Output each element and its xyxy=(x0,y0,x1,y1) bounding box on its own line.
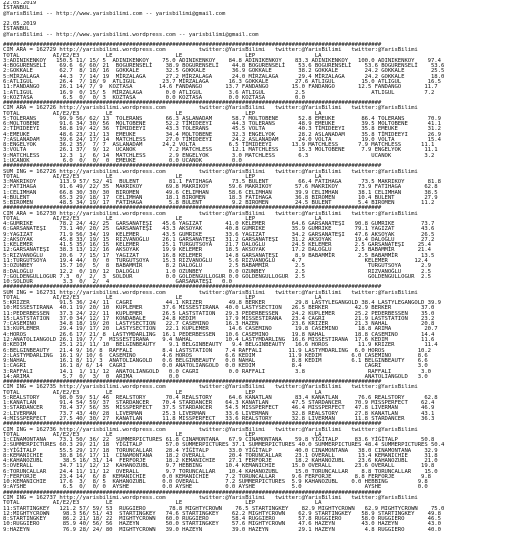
text-line: 2:AKSOYAK 45.8 33/ 19/ 15 RIZVANOĞLU 26.1 GARSANATEŞI 31.2 GARSANATEŞI 31.2 AKSOYAK 19.4 DALOĞLU 27.2 xyxy=(3,236,435,243)
text-line: 11:FANDANGO 26.1 14/ 7/ 9 KOZTASA 14.6 FANDANGO 13.7 FANDANGO 15.0 FANDANGO 12.5 FANDANGO 11.7 xyxy=(3,84,438,91)
text-line: ################################################################################################################## xyxy=(3,163,382,170)
text-line: CIM ARA = 162730 http://yarisbilimi.wordpress.com twitter:@YarisBilimi twitter:@YarisBilimi twitter:@YarisBilimi xyxy=(3,210,418,217)
text-line: 5:MİRZALAGA 44.3 7/ 14/ 19 MİRZALAGA 27.2 MİRZALAGA 24.0 MİRZALAGA 29.4 MİRZALAGA 24.2 GOKKALE 18.0 xyxy=(3,73,445,80)
text-line: 10:KEMANICHIE 17.6 3/ 8/ 5 KAHANOZUBL 0.0 OVERALL 7.2 SUMMERPICTURES 5.9 KAHANOZUBL 0.0 HEBBING 9.8 xyxy=(3,479,428,486)
text-line: 3:MAKRIKOY 113.9 57/ 52/ 41 BULENT 81.1 FATIHAGA 73.5 BULENT 66.4 FATIHAGA 73.5 MAKRIKOY 81.8 xyxy=(3,179,441,186)
text-line: 5:TOLERANS 99.9 56/ 62/ 13 TOLERANS 66.3 ASLANADAM 58.7 MOLTOBENE 52.8 EMEUKE 86.4 TOLERANS 70.9 xyxy=(3,115,441,122)
text-line: 9:NAHAL 16.1 8/ 11/ 3 ANATOLIANGOLD 0.6 BELGINBEAUTY 0.0 NAHAL 8.8 KEDIM 6.1 BELGINBEAUTY 6.6 xyxy=(3,358,428,365)
text-line: SUM ING = 162731 http://yarisbilimi.wordpress.com twitter:@YarisBilimi twitter:@YarisBilimi twitter:@YarisBilimi xyxy=(3,289,418,296)
text-line: 11:STARTINGKEY 121.2 57/ 59/ 53 RUGGIERO 78.8 MIGHTYCROWN 76.5 STARTINGKEY 82.9 MIGHTYCROWN 62.9 MIGHTYCROWN 75.0 xyxy=(3,505,445,512)
text-line: 1:KELEMER 41.5 35/ 16/ 15 KELEMER 25.1 TURGUTSOYA 21.7 DALOĞLU 24.5 KELEMER 2.5 GARSANATEŞI 25.4 xyxy=(3,242,431,249)
race-prediction-printout xyxy=(3,1,523,549)
text-line: 4:HOROS 26.6 17/ 21/ 8 LASTYMDARLING 16.1 PEDERBESSEN 10.6 CASEMINO 19.8 NAHAL 18.8 CASEMINO 14.4 xyxy=(3,331,435,338)
text-line: 6:GARSANATEŞI 73.1 40/ 20/ 25 GARSANATEŞI 43.3 AKSOYAK 40.8 GUMRIKE 35.9 GUMRIKE 79.1 YAGIZAT 43.6 xyxy=(3,226,435,233)
text-line: CIM ING = 162737 http://yarisbilimi.wordpress.com twitter:@YarisBilimi twitter:@YarisBilimi twitter:@YarisBilimi xyxy=(3,494,418,501)
text-line: 3:STARDANCER 78.4 37/ 56/ 35 MISSPERFECT 37.5 STARDANCER 54.5 MISSPERFECT 46.4 MISSPERFECT 47.8 LIVERMAN 46.9 xyxy=(3,405,435,412)
text-line: 4:MISSPERFECT 27.5 40/ 30/ 27 KANATLAN 11.8 MISSPERFECT 33.6 REALSTORY 32.8 LIVERMAN 11.8 STARDANCER 36.3 xyxy=(3,415,435,422)
text-line: 8:KEDIM 25.1 21/ 11/ 10 BELGINBEAUTY 9.1 BELGINBEAUTY 9.4 BELGINBEAUTY 16.6 HOROS 11.9 KRIZER 11.4 xyxy=(3,342,438,349)
text-line: 6:ATLIGUL 26.4 7/ 18/ 9 ATLIGUL 23.7 MİRZALAGA 16.3 GOKKALE 27.6 ATLIGUL 15.0 ATLIGUL 16.5 xyxy=(3,78,441,85)
text-line: ################################################################################################################## xyxy=(3,379,382,386)
text-line: 9:HAZEYN 76.9 28/ 24/ 80 MIGHTYCROWN 39.0 HAZEYN 39.0 HAZEYN 29.1 HAZEYN 4.8 RUGGIERO 40.0 xyxy=(3,526,441,533)
text-line: CIM ING = 162736 http://yarisbilimi.wordpress.com twitter:@YarisBilimi twitter:@YarisBilimi twitter:@YarisBilimi xyxy=(3,426,418,433)
text-line: TOTAL AI/E2/E3 LE LE LEP LA xyxy=(3,500,322,507)
text-line: 8:DALOĞLU 12.2 0/ 10/ 12 DALOĞLU 1.0 OZUNBEY 0.0 OZUNBEY 2.5 RIZVANOĞLU 2.5 xyxy=(3,268,431,275)
text-line: @YarisBilimi -- http://www.yarisbilimi.wordpress.com -- yarisbilimi@gmail.com xyxy=(3,31,259,38)
text-line: 12:ANATOLIANGOLD 26.1 19/ 7/ 7 MISSESTIRANA 9.4 NAHAL 10.4 LASTYMDARLING 16.6 MISSESTIRANA 17.6 KEDIM 11.6 xyxy=(3,337,435,343)
text-line: 4:BULENT 65.3 29/ 18/ 17 CELIMHAN 18.1 BIROMEN 18.3 FATIHAGA 36.8 BIROMEN 10.4 BULENT 27.9 xyxy=(3,194,438,201)
text-line: 1:KANATLAN 91.4 54/ 59/ 37 STARDANCER 70.4 STARDANCER 64.3 KANATLAN 47.5 STARDANCER 70.9 MISSPERFECT 62.4 xyxy=(3,400,435,407)
text-line: 4:KAHANOZUBL 38.5 16/ 31/ 14 FERFORJE 18.2 KEMANICHIE 27.1 FERFORJE 18.2 KAHANOZUBL 23.6 KAHANOZUBL 21.0 xyxy=(3,458,438,465)
text-line: ################################################################################################################## xyxy=(3,100,382,107)
text-line: 11:TURGUTSOYA 19.4 44/ 0/ 0 TURGUTSOYA 15.3 RIZVANOĞLU 5.6 RIZVANOĞLU 4.7 KELEMER 12.4 xyxy=(3,258,428,265)
text-line: 6:BELGINBEAUTY 21.4 9/ 16/ 8 RAFFALI 8.4 LASTSTATION 7.4 RAFFALI 11.9 LASTYMDARLING 6.0 HOROS 10.2 xyxy=(3,347,431,354)
text-line: İSTANBUL xyxy=(3,26,30,33)
text-line: 2:SUMMERPICTURES 60.3 29/ 21/ 18 YİĞİTALP 57.0 SUMMERPICTURES 37.1 SUMMERPICTURES 40.0 SUMMERPICTURES 48.4 SUMMERPICTURES 50.4 xyxy=(3,442,445,449)
text-line: 10:SOLDUR 3.3 0/ 2/ 4 GARSANATEŞI 0.0 xyxy=(3,279,232,286)
text-line: 1:CELIMHAN 66.8 30/ 30/ 30 BIROMEN 49.6 CELIMHAN 58.6 CELIMHAN 39.9 CELIMHAN 38.1 CELIMHAN 38.5 xyxy=(3,189,438,196)
text-line: CIM ARA = 162726 http://yarisbilimi.wordpress.com twitter:@YarisBilimi twitter:@YarisBilimi twitter:@YarisBilimi xyxy=(3,105,418,112)
text-line: 13:KUPLEMER 29.4 19/ 17/ 20 LASTYSECTION 22.1 KUPLEMER 14.6 CASEMINO 19.8 CASEMINO 18.8 ARIMA 20.7 xyxy=(3,326,438,333)
text-line: 7:FERFORJE 23.4 14/ 6/ 8 KEMANICHIE 0.0 KEMANICHIE 7.2 TORUNCALLAR 9.6 FERFORJE 8.8 FERFORJE 9.8 xyxy=(3,473,431,480)
text-line: 5:BIROMEN 48.5 34/ 19/ 17 FATIHAGA 5.8 BULENT 9.2 BIROMEN 24.5 BULENT 5.4 BIROMEN 11.2 xyxy=(3,200,435,207)
text-line: 2:LASTYMDARLING 16.1 9/ 10/ 6 CASEMINO 4.6 HOROS 6.6 KEDIM 11.9 KEDIM 6.0 CASEMINO 8.6 xyxy=(3,352,428,359)
text-line: ################################################################################################################## xyxy=(3,489,382,496)
text-line: 7:CASEMINO 34.8 18/ 19/ 20 LASTYSECTION 22.7 CASEMINO 16.3 HAZEN 23.6 KRIZER 21.3 NAHAL 20.8 xyxy=(3,321,435,328)
text-line: 22.05.2019 xyxy=(3,21,37,28)
text-line: 5:OVERALL 34.7 11/ 12/ 12 KAHANOZUBL 9.7 HEBBING 10.4 KEMANICHIE 15.0 OVERALL 23.6 OVERALL 19.8 xyxy=(3,463,435,470)
text-line: 5:KRIZER 91.5 36/ 24/ 11 CAGRI 44.1 KRIZER 49.8 BERKER 29.8 LASTYLEGANGOLD 38.4 LASTYLEGANGOLD 39.9 xyxy=(3,300,441,307)
text-line: 6:MOLTOBENE 91.6 34/ 30/ 56 MOLTOBENE 52.2 TİMIDEEYI 44.3 TOLERANS 48.9 EMEUKE 39.5 MOLTOBENE 41.1 xyxy=(3,121,441,128)
text-line: SUM ING = 162726 http://yarisbilimi.wordpress.com twitter:@YarisBilimi twitter:@YarisBilimi twitter:@YarisBilimi xyxy=(3,168,418,175)
text-line: 15:LASTSTATION 37.0 34/ 12/ 17 KONDABALE 24.8 KEDIM 17.9 MISSESTIRANA 23.4 CAGRI 21.9 LASTSTATION 23.2 xyxy=(3,315,435,322)
text-line: 11:PEDERBESSEN 37.3 24/ 22/ 11 KUPLEMER 26.5 LASTSTATION 29.3 PEDERBESSEN 24.2 KUPLEMER 25.2 PEDERBESSEN 35.0 xyxy=(3,310,435,317)
text-line: TOTAL AI/E2/E3 LE LE LEP LA xyxy=(3,52,322,59)
text-line: TOTAL AI/E2/E3 LE LE LEP LA xyxy=(3,389,322,396)
text-line: 8:KEMANICHIE 38.8 16/ 17/ 11 CINAMONTANA 18.2 OVERALL 20.4 TORUNCALLAR 23.1 OVERALL 13.4 KEMANICHIE 31.8 xyxy=(3,452,438,459)
text-line: 3:YİĞİTALP 55.5 29/ 17/ 18 TORUNCALLAR 28.4 YİĞİTALP 33.0 YİĞİTALP 40.0 CINAMONTANA 38.0 CINAMONTANA 32.9 xyxy=(3,447,438,454)
text-line: 5:REALSTORY 98.0 59/ 51/ 46 REALSTORY 70.4 REALSTORY 64.6 KANATLAN 83.4 KANATLAN 76.6 REALSTORY 62.8 xyxy=(3,394,438,401)
text-line: CIM ING = 162735 http://yarisbilimi.wordpress.com twitter:@YarisBilimi twitter:@YarisBilimi twitter:@YarisBilimi xyxy=(3,384,418,391)
text-line: 4:EMEUKE 48.6 23/ 21/ 13 EMEUKE 34.4 MOLTOBENE 32.3 ENGELYOK 28.2 ASLANADAM 35.8 TİMIDEEYI 26.9 xyxy=(3,131,441,138)
text-line: 1:CINAMONTANA 73.1 50/ 36/ 22 SUMMERPICTURES 61.8 CINAMONTANA 67.9 CINAMONTANA 59.8 YİĞİTALP 83.6 YİĞİTALP 50.8 xyxy=(3,437,435,444)
text-line: 4:GUMRIKE 78.2 24/ 42/ 25 GARSANATEŞI 45.6 YAGIZAT 41.0 KELEMER 64.6 GARSANATEŞI 90.8 GUMRIKE 73.7 xyxy=(3,221,435,228)
text-line: 14:ARIMA 5.7 0/ 3/ 0 ARIMA 0.0 ANATOLIANGOLD 3.0 xyxy=(3,373,428,380)
text-line: 22.05.2019 xyxy=(3,1,37,6)
text-line: 9:AYSHE 6.5 0/ 0/ 0 AYSHE 0.0 AYSHE 0.0 AYSHE 5.0 AYSHE 0.0 xyxy=(3,484,428,491)
text-line: 10:MISSESTIRANA 40.1 19/ 20/ 10 KUPLEMER 37.6 MISSESTIRANA 40.0 LASTYSECTION 26.5 BERKER 42.9 BERKER 37.0 xyxy=(3,305,435,312)
text-line: 9:MATCHLESS 12.3 1/ 6/ 14 MATCHLESS 2.9 ENGELYOK 3.0 MATCHLESS 6.3 UCANOK 3.2 xyxy=(3,152,435,159)
text-line: 3:OZUNBEY 15.7 10/ 5/ 8 BABAMMİR 8.2 DALOĞLU 2.5 BABAMMİR 2.5 TURGUTSOYA 2.9 xyxy=(3,263,431,270)
text-line: 3:ADINIKENKOY 150.5 11/ 15/ 5 ADINIKENKOY 75.0 ADINIKENKOY 84.8 ADINIKENKOY 83.3 ADINIKENKOY 100.0 ADINIKENKOY 97.4 xyxy=(3,57,441,64)
text-line: 2:TİMIDEEYI 58.8 19/ 42/ 36 TİMIDEEYI 43.3 TOLERANS 45.5 VOLTA 40.3 TİMIDEEYI 35.8 EMEUKE 31.2 xyxy=(3,126,441,133)
text-line: 8:STARTINGKEY 86.2 21/ 18/ 22 MIGHTYCROWN 60.0 RUGGIERO 58.4 RUGGIERO 57.8 RUGGIERO 58.0 RUGGIERO 46.5 xyxy=(3,516,441,523)
text-line: TOTAL AI/E2/E3 LE LE LEP LA xyxy=(3,173,322,180)
text-line: 4:BOGURENSELİ 69.6 6/ 60/ 21 BOGURENSELİ 38.9 BOGURENSELİ 44.8 BOGURENSELİ 53.6 BOGURENSELİ 53.6 BOGURENSELİ 53.6 xyxy=(3,63,445,70)
text-line: 2:LIVERMAN 73.7 43/ 40/ 28 LIVERMAN 25.3 LIVERMAN 33.6 LIVERMAN 32.8 REALSTORY 27.8 KANATLAN 43.1 xyxy=(3,410,435,417)
text-line: TOTAL AI/E2/E3 LE LE LEP LA xyxy=(3,431,322,438)
text-line: @YarisBilimi -- http://www.yarisbilimi.com -- yarisbilimi@gmail.com xyxy=(3,10,226,17)
text-line: ################################################################################################################## xyxy=(3,284,382,291)
text-line: CIM ARA = 162729 http://yarisbilimi.wordpress.com twitter:@YarisBilimi twitter:@YarisBilimi twitter:@YarisBilimi xyxy=(3,47,418,54)
text-line: 7:ASLANADAM 39.6 24/ 17/ 14 MATCHLESS 27.0 TİMIDEEYI 24.2 ASLANADAM 24.0 VOLTA 19.0 VOLTA 15.4 xyxy=(3,136,441,143)
text-line: 1:UCANOK 6.0 0/ 0/ 0 EMEUKE 0.0 UCANOK 0.0 xyxy=(3,157,242,164)
text-line: ################################################################################################################## xyxy=(3,42,382,49)
text-line: 1:ATLIGUL 16.9 0/ 15/ 5 MİRZALAGA 0.0 ATLIGUL 3.6 ATLIGUL 2.5 ATLIGUL 7.2 xyxy=(3,89,435,96)
text-line: 2:FATIHAGA 91.6 49/ 22/ 35 MAKRIKOY 69.8 MAKRIKOY 59.6 MAKRIKOY 57.6 MAKRIKOY 73.9 FATIHAGA 62.8 xyxy=(3,184,438,191)
text-line: 8:ENGELYOK 36.2 35/ 7/ 7 ASLANADAM 24.2 VOLTA 6.5 TİMIDEEYI 13.9 MATCHLESS 7.9 MATCHLESS 11.1 xyxy=(3,142,435,149)
text-line: 3:RAFFALI 14.1 1/ 11/ 12 ANATOLIANGOLD 0.0 CAGRI 0.0 RAFFALI 3.8 RAFFALI 3.0 xyxy=(3,368,431,375)
text-line: ################################################################################################################## xyxy=(3,205,382,212)
text-line: 3:VOLTA 26.1 37/ 9/ 12 UCANOK 7.2 MATCHLESS 12.1 MATCHLESS 15.3 MOLTOBENE 7.9 ENGELYOK 11.1 xyxy=(3,147,438,154)
text-line: 1:CAGRI 16.1 8/ 6/ 14 CAGRI 0.0 ANATOLIANGOLD 0.0 KEDIM 8.4 CAGRI 3.0 xyxy=(3,363,428,370)
text-line: 10:RUGGIERO 85.9 40/ 56/ 56 HAZEYN 50.0 STARTINGKEY 57.6 MIGHTYCROWN 47.6 HAZEYN 43.0 HAZEYN 43.0 xyxy=(3,521,441,528)
text-line: 9:YAGIZAT 71.9 56/ 34/ 19 KELEMER 43.5 GUMRIKE 33.6 YAGIZAT 34.2 GARSANATEŞI 47.6 AKSOYAK 26.5 xyxy=(3,231,435,238)
text-line: ################################################################################################################## xyxy=(3,421,382,428)
text-line: 5:RIZVANOĞLU 20.6 7/ 15/ 17 YAGIZAT 16.8 KELEMER 14.8 GARSANATEŞI 8.9 BABAMMİR 2.5 BABAMMİR 13.5 xyxy=(3,252,435,259)
text-line: İSTANBUL xyxy=(3,5,30,12)
text-line: TOTAL AI/E2/E3 LE LE LEP LA xyxy=(3,215,322,222)
text-line: 2:GOKKALE 62.7 8/ 18/ 16 GOKKALE 32.5 GOKKALE 36.9 GOKKALE 38.2 GOKKALE 24.2 GOKKALE 25.5 xyxy=(3,68,445,75)
text-line: 7:GOLDENGULLOGUR 7.3 0/ 2/ 3 SOLDUR 0.0 GOLDENGULLOGUR 0.0 GOLDENGULLOGUR 2.5 GOLDENGULLOGUR 2.5 xyxy=(3,273,431,280)
text-line: 12:MIGHTYCROWN 98.3 56/ 51/ 43 STARTINGKEY 74.6 STARTINGKEY 62.2 MIGHTYCROWN 62.9 STARTINGKEY 58.9 STARTINGKEY 49.8 xyxy=(3,510,441,517)
text-line: 12:GARSANATEŞI 38.3 13/ 12/ 16 AKSOYAK 19.9 KELEMER 18.5 AKSOYAK 17.2 DALOĞLU 2.5 BABAMMİR 21.4 xyxy=(3,247,431,254)
text-line: TOTAL AI/E2/E3 LE LE LEP LA xyxy=(3,294,322,301)
text-line: 9:KOZTASA 6.5 0/ 0/ 3 KOZTASA 0.0 KOZTASA 0.0 KOZTASA 0.0 xyxy=(3,94,305,101)
text-line: TOTAL AI/E2/E3 LE LE LEP LA xyxy=(3,110,322,117)
text-line: 6:TORUNCALLAR 24.4 11/ 11/ 12 OVERALL 9.7 TORUNCALLAR 10.4 KAHANOZUBL 15.0 TORUNCALLAR 8.8 TORUNCALLAR 15.0 xyxy=(3,468,438,475)
